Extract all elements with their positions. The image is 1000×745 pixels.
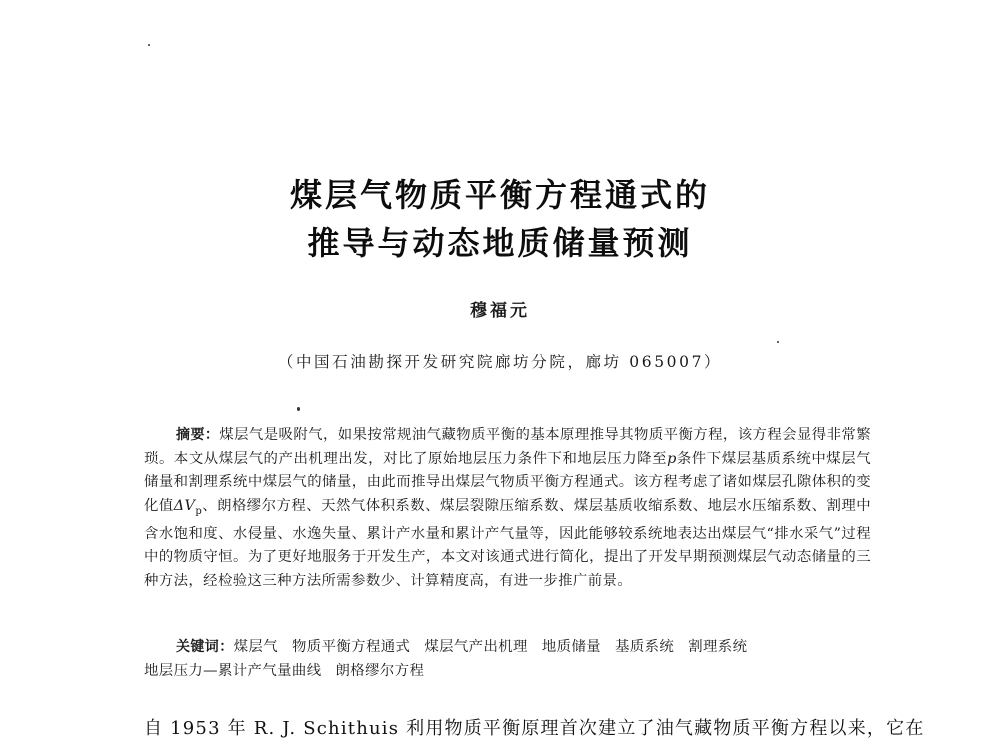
keyword: 朗格缪尔方程 — [335, 662, 425, 679]
body-first-line: 自 1953 年 R. J. Schithuis 利用物质平衡原理首次建立了油气藏物质平衡方程以来，它在 — [144, 718, 925, 739]
scan-speck — [297, 407, 300, 411]
abstract-text-part1: 煤层气是吸附气，如果按常规油气藏物质平衡的基本原理推导其物质平衡方程，该方程会显得非常繁琐。本文从煤层气的产出机理出发，对比了原始地层压力条件下和地层压力降至 — [144, 427, 872, 467]
scan-speck — [148, 44, 150, 46]
keyword: 煤层气 — [233, 639, 278, 655]
affiliation: （中国石油勘探开发研究院廊坊分院，廊坊 065007） — [277, 353, 723, 371]
pressure-symbol: p — [667, 450, 677, 467]
abstract-text-part2: 条件下煤层基质系统中煤层气储量和割理系统中煤层气的储量，由此而推导出煤层气物质平衡方程通式。该方程考虑了诸如煤层孔隙体积的变化值 — [144, 450, 871, 514]
pore-volume-subscript: p — [195, 505, 203, 517]
abstract-text-part3: 、朗格缪尔方程、天然气体积系数、煤层裂隙压缩系数、煤层基质收缩系数、地层水压缩系数、割理中含水饱和度、水侵量、水逸失量、累计产水量和累计产气量等，因此能够较系统地表达出煤层气“排水采气”过程中的物质守恒。为了更好地服务于开发生产，本文对该通式进行简化，提出了开发早期预测煤层气动态储量的三种方法，经检验这三种方法所需参数少、计算精度高，有进一步推广前景。 — [144, 497, 871, 589]
keyword: 地质储量 — [541, 639, 602, 655]
pore-volume-symbol: ΔV — [173, 497, 196, 514]
title-line-1: 煤层气物质平衡方程通式的 — [289, 176, 710, 214]
keyword: 基质系统 — [615, 639, 675, 655]
keywords — [144, 636, 871, 683]
abstract-label: 摘要： — [176, 427, 220, 443]
keyword: 地层压力—累计产气量曲线 — [144, 662, 322, 679]
abstract — [144, 424, 871, 593]
keywords-label: 关键词： — [176, 639, 234, 655]
keyword: 物质平衡方程通式 — [291, 639, 411, 655]
title-line-2: 推导与动态地质储量预测 — [307, 224, 693, 262]
keyword: 煤层气产出机理 — [424, 639, 528, 655]
author-name: 穆福元 — [470, 301, 530, 321]
keyword: 割理系统 — [688, 639, 748, 655]
scan-speck — [777, 341, 779, 343]
